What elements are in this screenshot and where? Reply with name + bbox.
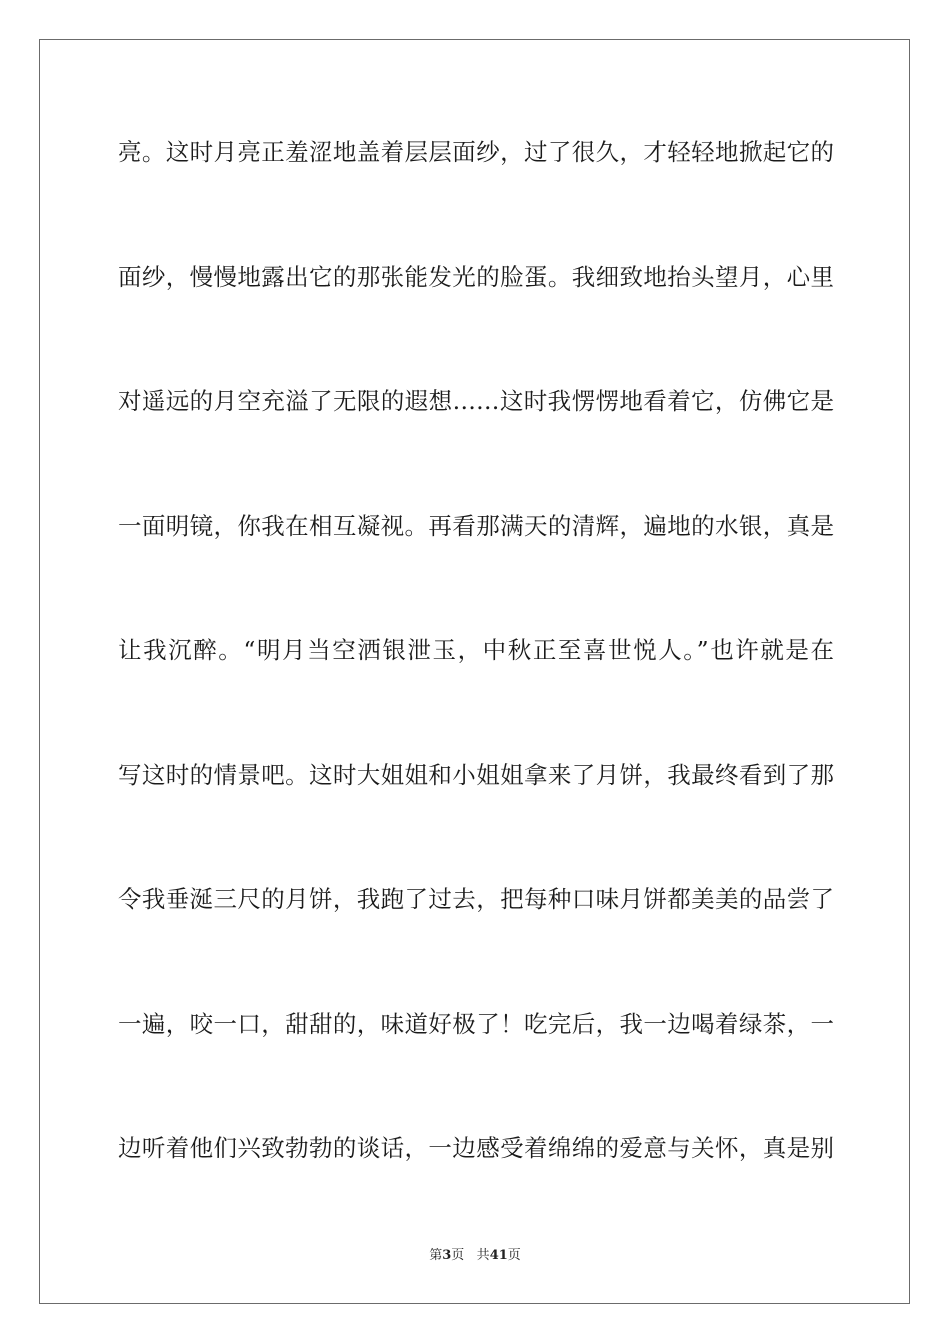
total-pages: 41 <box>489 1248 508 1263</box>
total-suffix: 页 <box>507 1248 521 1263</box>
body-text <box>118 128 834 1249</box>
text-line: 亮。这时月亮正羞涩地盖着层层面纱，过了很久，才轻轻地掀起它的 <box>118 138 834 166</box>
text-line: 面纱，慢慢地露出它的那张能发光的脸蛋。我细致地抬头望月，心里 <box>118 262 834 291</box>
text-line: 令我垂涎三尺的月饼，我跑了过去，把每种口味月饼都美美的品尝了 <box>118 885 834 913</box>
page-prefix: 第 <box>429 1248 443 1263</box>
page-footer <box>0 1248 950 1264</box>
total-prefix: 共 <box>476 1248 490 1263</box>
text-line: 让我沉醉。“明月当空洒银泄玉，中秋正至喜世悦人。”也许就是在 <box>118 636 834 664</box>
page-suffix: 页 <box>451 1248 465 1263</box>
text-line: 对遥远的月空充溢了无限的遐想……这时我愣愣地看着它，仿佛它是 <box>118 387 834 415</box>
text-line: 边听着他们兴致勃勃的谈话，一边感受着绵绵的爱意与关怀，真是别 <box>118 1134 834 1162</box>
text-line: 一面明镜，你我在相互凝视。再看那满天的清辉，遍地的水银，真是 <box>118 511 834 540</box>
text-line: 写这时的情景吧。这时大姐姐和小姐姐拿来了月饼，我最终看到了那 <box>118 760 834 789</box>
text-line: 一遍，咬一口，甜甜的，味道好极了！吃完后，我一边喝着绿茶，一 <box>118 1009 834 1038</box>
page-number: 3 <box>442 1248 452 1263</box>
